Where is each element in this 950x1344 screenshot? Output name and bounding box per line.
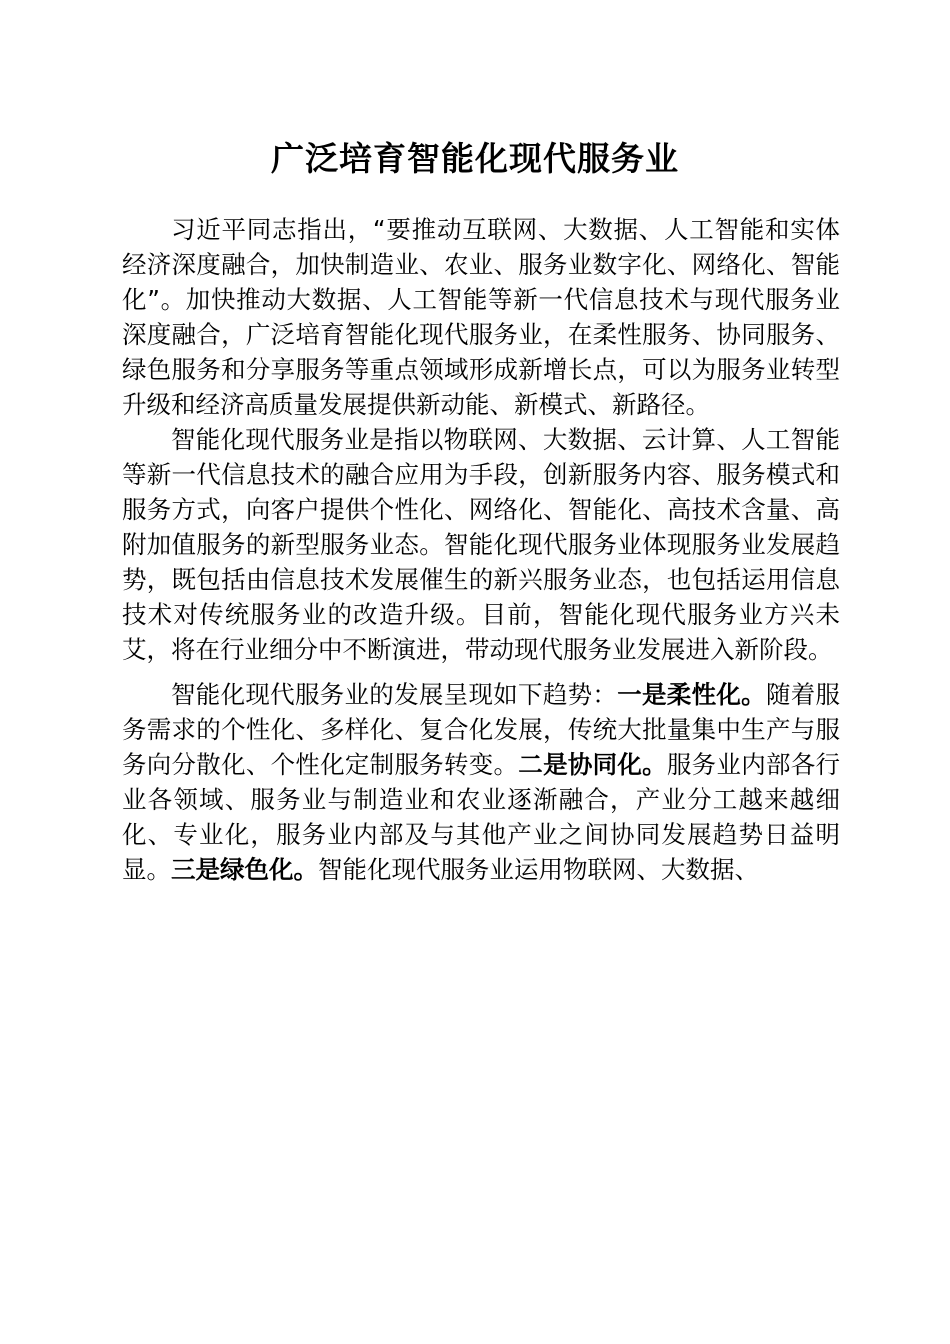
trend-2-text: 服务业内部各行业各领域、服务业与制造业和农业逐渐融合，产业分工越来越细化、专业化，服务业内部及与其他产业之间协同发展趋势日益明显。 <box>122 750 841 884</box>
trend-1-heading: 一是柔性化。 <box>617 680 766 709</box>
paragraph-3-intro: 智能化现代服务业的发展呈现如下趋势： <box>171 680 618 709</box>
paragraph-3 <box>122 677 840 887</box>
trend-1-text: 随着服务需求的个性化、多样化、复合化发展，传统大批量集中生产与服务向分散化、个性化定制服务转变。 <box>122 680 841 779</box>
document-title: 广泛培育智能化现代服务业 <box>271 139 679 178</box>
trend-3-heading: 三是绿色化。 <box>171 855 318 884</box>
paragraph-2: 智能化现代服务业是指以物联网、大数据、云计算、人工智能等新一代信息技术的融合应用为手段，创新服务内容、服务模式和服务方式，向客户提供个性化、网络化、智能化、高技术含量、高附加值服务的新型服务业态。智能化现代服务业体现服务业发展趋势，既包括由信息技术发展催生的新兴服务业态，也包括运用信息技术对传统服务业的改造升级。目前，智能化现代服务业方兴未艾，将在行业细分中不断演进，带动现代服务业发展进入新阶段。 <box>122 425 840 664</box>
trend-3-text: 智能化现代服务业运用物联网、大数据、 <box>318 855 759 884</box>
document-body <box>122 212 840 887</box>
trend-2-heading: 二是协同化。 <box>518 750 667 779</box>
paragraph-1: 习近平同志指出，“要推动互联网、大数据、人工智能和实体经济深度融合，加快制造业、农业、服务业数字化、网络化、智能化”。加快推动大数据、人工智能等新一代信息技术与现代服务业深度融合，广泛培育智能化现代服务业，在柔性服务、协同服务、绿色服务和分享服务等重点领域形成新增长点，可以为服务业转型升级和经济高质量发展提供新动能、新模式、新路径。 <box>122 215 840 419</box>
